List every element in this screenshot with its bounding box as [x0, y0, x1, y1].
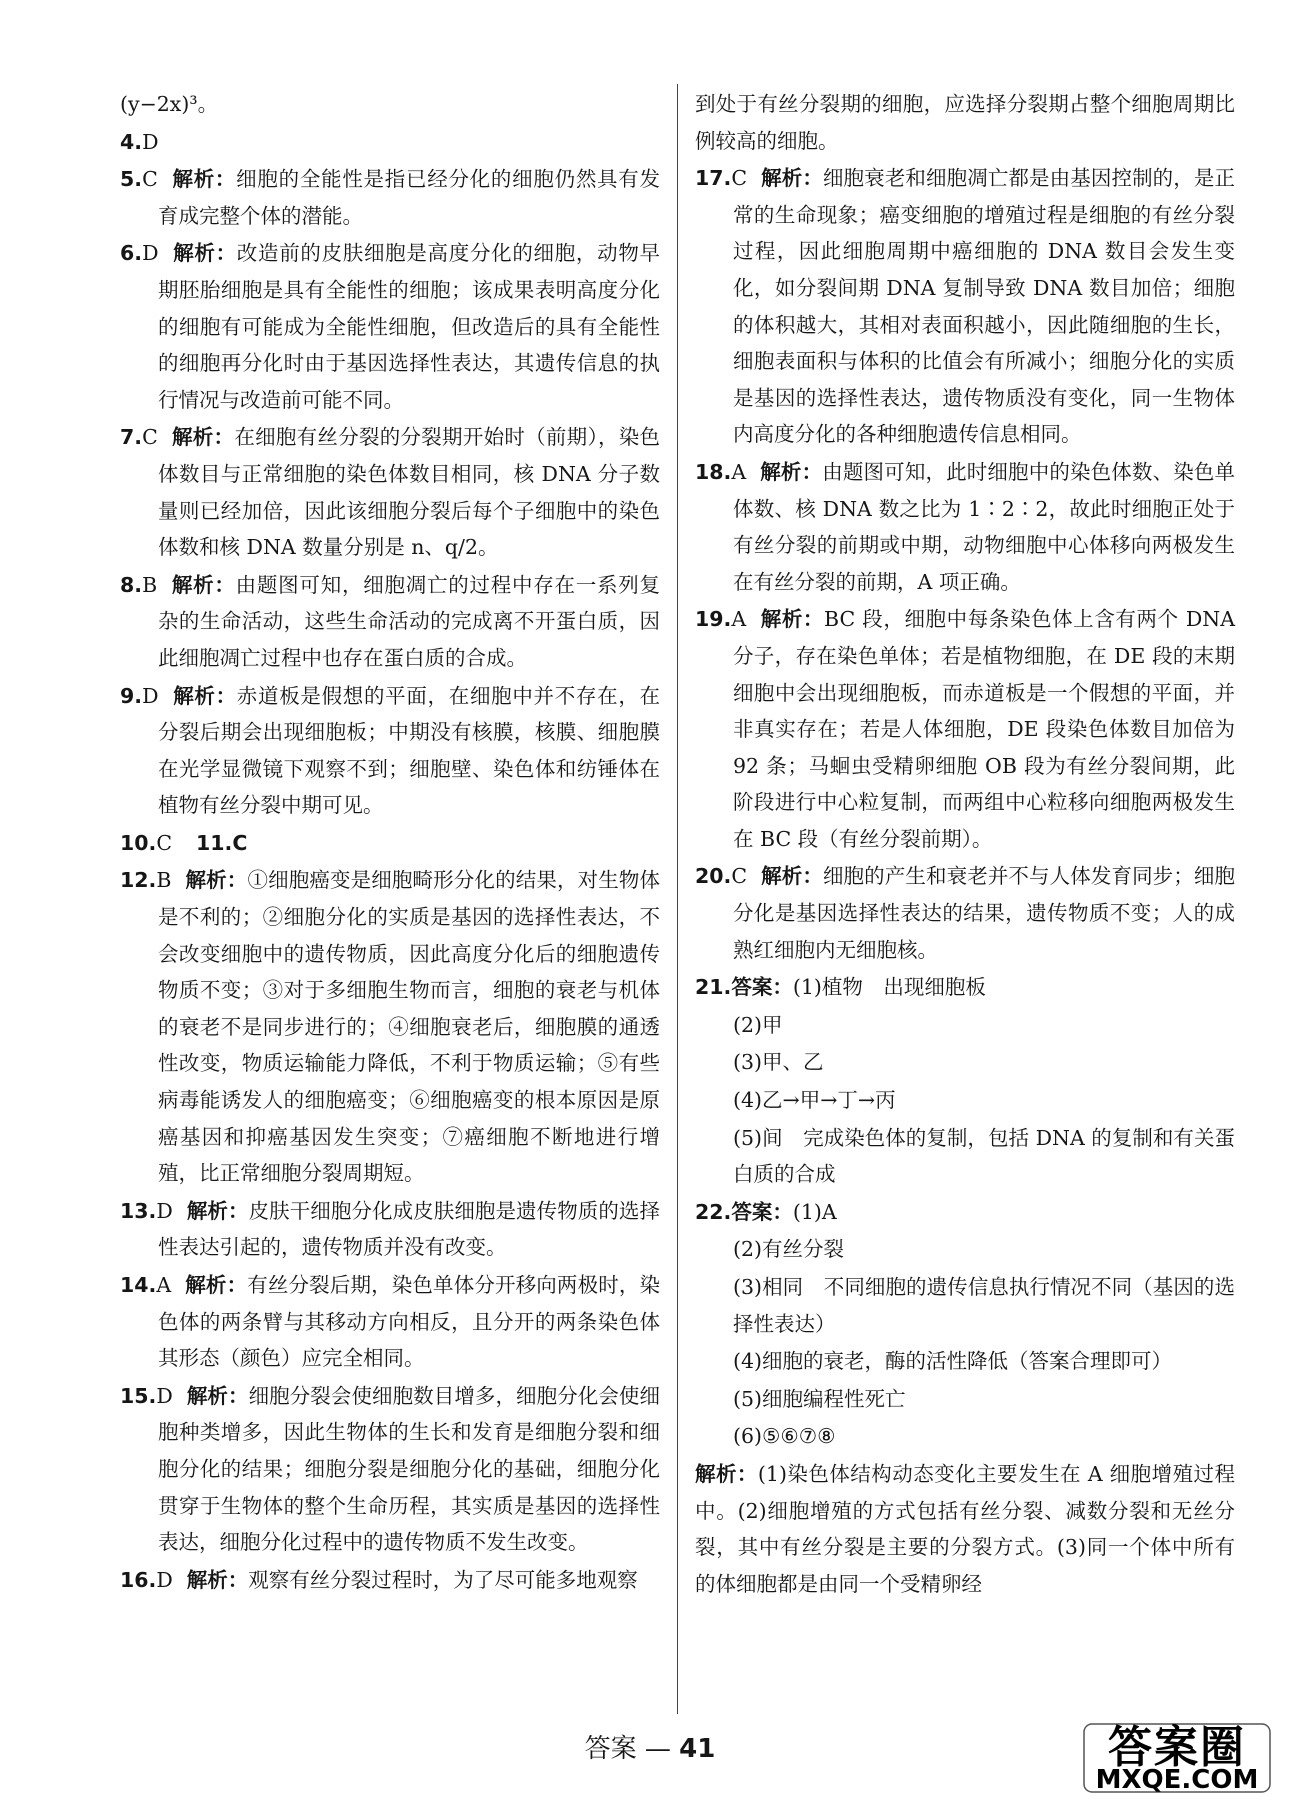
explanation-block [695, 1456, 1235, 1602]
watermark-svg [1082, 1722, 1272, 1794]
answer-subitem: (2)甲 [733, 1012, 783, 1037]
answer-tag: 答案： [731, 975, 793, 1000]
answer-item [695, 969, 1235, 1006]
question-number: 12. [120, 868, 157, 893]
answer-subitem: (4)乙→甲→丁→丙 [733, 1088, 896, 1113]
answer-choice: A [731, 459, 747, 484]
answer-subitem: (6)⑤⑥⑦⑧ [733, 1424, 836, 1449]
answer-subitem: (5)间 完成染色体的复制，包括 DNA 的复制和有关蛋白质的合成 [733, 1125, 1235, 1187]
answer-item [695, 1194, 1235, 1231]
answer-item [120, 1193, 660, 1266]
answer-item [120, 161, 660, 234]
answer-subitem: (5)细胞编程性死亡 [733, 1386, 906, 1411]
explanation-text: 赤道板是假想的平面，在细胞中并不存在，在分裂后期会出现细胞板；中期没有核膜，核膜、细胞膜在光学显微镜下观察不到；细胞壁、染色体和纺锤体在植物有丝分裂中期可见。 [158, 683, 661, 818]
explanation-text: (1)A [792, 1199, 837, 1224]
answer-choice: D [156, 1567, 173, 1592]
question-number: 18. [695, 459, 732, 484]
footer-dash: — [644, 1734, 671, 1764]
explanation-tag: 解析： [186, 1567, 249, 1592]
explanation-text: 改造前的皮肤细胞是高度分化的细胞，动物早期胚胎细胞是具有全能性的细胞；该成果表明高度分化的细胞有可能成为全能性细胞，但改造后的具有全能性的细胞再分化时由于基因选择性表达，其遗传信息的执行情况与改造前可能不同。 [158, 241, 661, 412]
answer-choice: C [731, 864, 748, 889]
answer-item [695, 160, 1235, 453]
answer-item [120, 1378, 660, 1561]
explanation-tag: 解析： [185, 868, 248, 893]
question-number: 22. [695, 1199, 732, 1224]
explanation-tag: 解析： [186, 1198, 249, 1223]
answer-choice: D [142, 683, 159, 708]
answer-item [120, 124, 660, 161]
explanation-tag: 解析： [760, 607, 825, 632]
explanation-text: 细胞的产生和衰老并不与人体发育同步；细胞分化是基因选择性表达的结果，遗传物质不变；人的成熟红细胞内无细胞核。 [733, 864, 1236, 962]
answer-choice: D [156, 1383, 173, 1408]
explanation-text: (1)植物 出现细胞板 [792, 975, 986, 1000]
answer-choice: C [731, 166, 748, 191]
question-number: 16. [120, 1567, 157, 1592]
question-number: 5. [120, 167, 143, 192]
answer-choice: C [156, 830, 173, 855]
answer-subitem: (3)相同 不同细胞的遗传信息执行情况不同（基因的选择性表达） [733, 1275, 1235, 1336]
explanation-tag: 解析： [695, 1461, 758, 1486]
answer-item [120, 1562, 660, 1599]
answer-item [695, 858, 1235, 968]
right-column [695, 86, 1235, 1603]
question-number: 20. [695, 864, 732, 889]
answer-choice: A [731, 607, 747, 632]
answer-choice: B [142, 572, 158, 597]
watermark-text: 答案圈 [1108, 1722, 1246, 1773]
question-number: 9. [120, 683, 143, 708]
question-number: 8. [120, 572, 143, 597]
answer-item [120, 825, 660, 862]
question-number: 19. [695, 607, 732, 632]
answer-item [120, 235, 660, 418]
question-number: 10. [120, 830, 157, 855]
left-column [120, 86, 660, 1599]
answer-choice: D [142, 129, 159, 154]
answer-item [695, 454, 1235, 600]
explanation-tag: 解析： [761, 166, 823, 191]
explanation-tag: 解析： [172, 241, 237, 266]
explanation-text: (1)染色体结构动态变化主要发生在 A 细胞增殖过程中。(2)细胞增殖的方式包括有丝分裂、减数分裂和无丝分裂，其中有丝分裂是主要的分裂方式。(3)同一个体中所有的体细胞都是由同一个受精卵经 [695, 1461, 1236, 1596]
answer-choice: D [142, 241, 159, 266]
answer-choice: C [142, 167, 158, 192]
explanation-tag: 解析： [185, 1273, 248, 1297]
answer-choice: A [156, 1273, 172, 1297]
explanation-text: 皮肤干细胞分化成皮肤细胞是遗传物质的选择性表达引起的，遗传物质并没有改变。 [158, 1198, 661, 1260]
column-divider [677, 84, 678, 1714]
answer-tag: 答案： [731, 1199, 793, 1224]
question-number: 6. [120, 241, 143, 266]
continuation-text: (y−2x)³。 [120, 92, 219, 116]
page-number: 41 [679, 1734, 716, 1764]
answer-item [695, 601, 1235, 857]
watermark-url: MXQE.COM [1095, 1765, 1259, 1794]
explanation-tag: 解析： [171, 167, 237, 192]
explanation-text: 由题图可知，此时细胞中的染色体数、染色单体数、核 DNA 数之比为 1∶2∶2，故此时细胞正处于有丝分裂的前期或中期，动物细胞中心体移向两极发生在有丝分裂的前期，A 项正确。 [733, 459, 1236, 594]
question-number: 17. [695, 166, 732, 191]
explanation-tag: 解析： [172, 683, 237, 708]
explanation-text: 细胞衰老和细胞凋亡都是由基因控制的，是正常的生命现象；癌变细胞的增殖过程是细胞的有丝分裂过程，因此细胞周期中癌细胞的 DNA 数目会发生变化，如分裂间期 DNA 复制导致 DNA 数目加倍；细胞的体积越大，其相对表面积越小，因此随细胞的生长，细胞表面积与体积的比值会有所减小；细胞分化的实质是基因的选择性表达，遗传物质没有变化，同一生物体内高度分化的各种细胞遗传信息相同。 [733, 166, 1236, 447]
explanation-text: BC 段，细胞中每条染色体上含有两个 DNA 分子，存在染色单体；若是植物细胞，在 DE 段的末期细胞中会出现细胞板，而赤道板是一个假想的平面，并非真实存在；若是人体细胞，DE 段染色体数目加倍为 92 条；马蛔虫受精卵细胞 OB 段为有丝分裂间期，此阶段进行中心粒复制，而两组中心粒移向细胞两极发生在 BC 段（有丝分裂前期）。 [733, 607, 1236, 851]
explanation-text: 细胞分裂会使细胞数目增多，细胞分化会使细胞种类增多，因此生物体的生长和发育是细胞分裂和细胞分化的结果；细胞分裂是细胞分化的基础，细胞分化贯穿于生物体的整个生命历程，其实质是基因的选择性表达，细胞分化过程中的遗传物质不发生改变。 [158, 1383, 661, 1555]
answer-subitem: (2)有丝分裂 [733, 1237, 845, 1262]
explanation-text: 有丝分裂后期，染色单体分开移向两极时，染色体的两条臂与其移动方向相反，且分开的两条染色体其形态（颜色）应完全相同。 [158, 1273, 661, 1371]
answer-extra: 11.C [196, 830, 248, 855]
watermark-logo [1082, 1722, 1272, 1794]
explanation-text: 由题图可知，细胞凋亡的过程中存在一系列复杂的生命活动，这些生命活动的完成离不开蛋白质，因此细胞凋亡过程中也存在蛋白质的合成。 [158, 572, 661, 670]
answer-subitem: (4)细胞的衰老，酶的活性降低（答案合理即可） [733, 1349, 1173, 1374]
explanation-tag: 解析： [760, 459, 823, 484]
explanation-tag: 解析： [171, 572, 236, 597]
question-number: 15. [120, 1383, 157, 1408]
answer-choice: C [142, 425, 158, 450]
question-number: 4. [120, 129, 143, 154]
answer-item [120, 862, 660, 1191]
explanation-text: 在细胞有丝分裂的分裂期开始时（前期），染色体数目与正常细胞的染色体数目相同，核 DNA 分子数量则已经加倍，因此该细胞分裂后每个子细胞中的染色体数和核 DNA 数量分别是 n、q/2。 [158, 425, 661, 560]
explanation-text: ①细胞癌变是细胞畸形分化的结果，对生物体是不利的；②细胞分化的实质是基因的选择性表达，不会改变细胞中的遗传物质，因此高度分化后的细胞遗传物质不变；③对于多细胞生物而言，细胞的衰老与机体的衰老不是同步进行的；④细胞衰老后，细胞膜的通透性改变，物质运输能力降低，不利于物质运输；⑤有些病毒能诱发人的细胞癌变；⑥细胞癌变的根本原因是原癌基因和抑癌基因发生突变；⑦癌细胞不断地进行增殖，比正常细胞分裂周期短。 [158, 868, 661, 1186]
explanation-tag: 解析： [761, 864, 823, 889]
answer-item [120, 419, 660, 565]
explanation-text: 观察有丝分裂过程时，为了尽可能多地观察 [248, 1567, 638, 1592]
question-number: 7. [120, 425, 143, 450]
answer-choice: B [156, 868, 172, 893]
explanation-tag: 解析： [186, 1383, 249, 1408]
question-number: 21. [695, 975, 732, 1000]
answer-item [120, 678, 660, 824]
continuation-text: 到处于有丝分裂期的细胞，应选择分裂期占整个细胞周期比例较高的细胞。 [695, 92, 1235, 153]
answer-choice: D [156, 1198, 173, 1223]
explanation-text: 细胞的全能性是指已经分化的细胞仍然具有发育成完整个体的潜能。 [158, 167, 661, 228]
question-number: 14. [120, 1273, 157, 1297]
question-number: 13. [120, 1198, 157, 1223]
explanation-tag: 解析： [171, 425, 235, 450]
footer-label: 答案 [584, 1734, 637, 1764]
answer-item [120, 567, 660, 677]
answer-subitem: (3)甲、乙 [733, 1050, 824, 1075]
answer-item [120, 1267, 660, 1377]
